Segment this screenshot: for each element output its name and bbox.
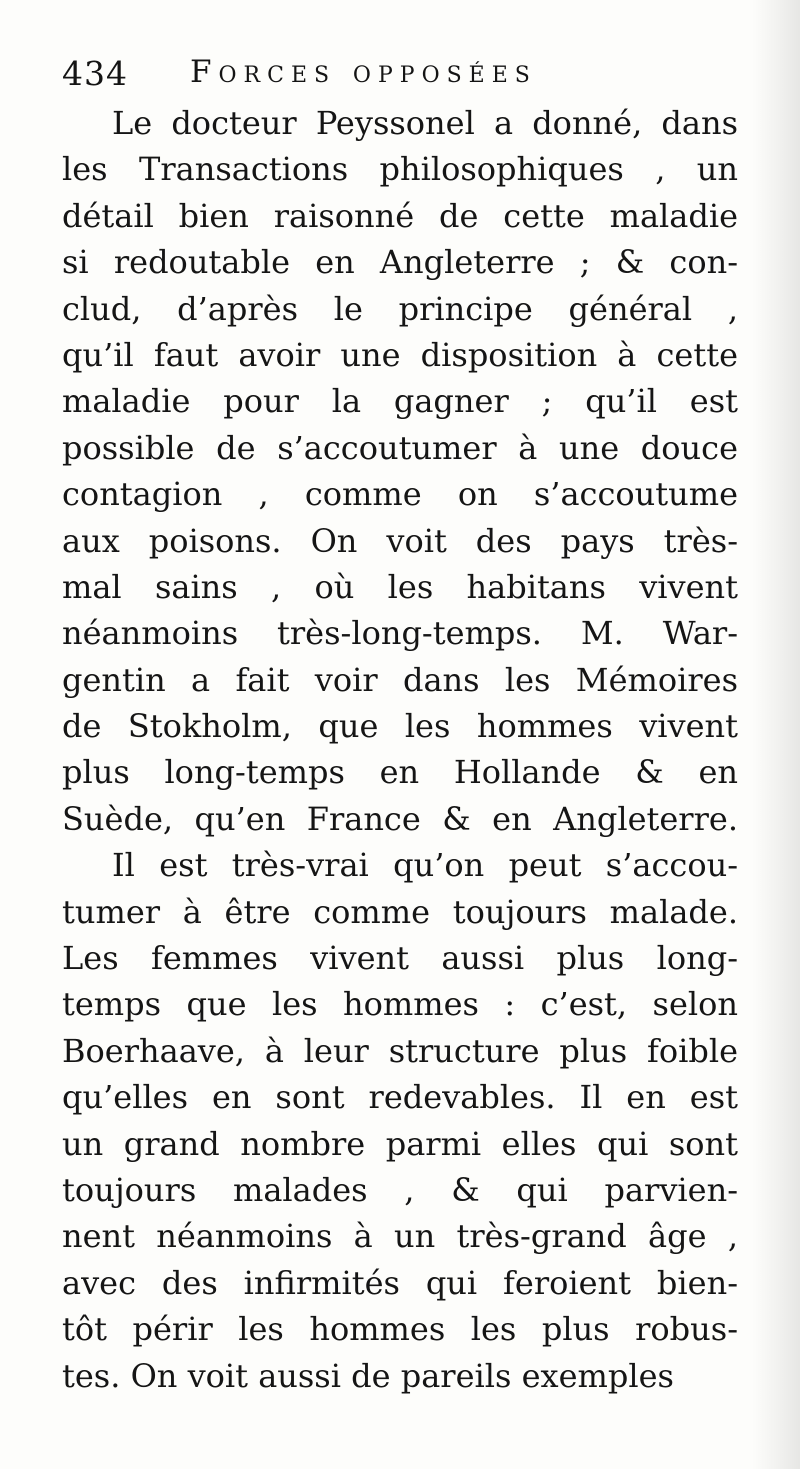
- page-edge-shadow: [752, 0, 800, 1469]
- text-line: qu’il faut avoir une disposition à cette: [62, 335, 738, 374]
- page-header: [62, 52, 742, 102]
- text-line: gentin a fait voir dans les Mémoires: [62, 660, 738, 699]
- text-line: Il est très-vrai qu’on peut s’accou-: [112, 846, 738, 885]
- body-text: [62, 100, 738, 1399]
- text-line: qu’elles en sont redevables. Il en est: [62, 1078, 738, 1117]
- text-line: possible de s’accoutumer à une douce: [62, 428, 738, 467]
- text-line: Suède, qu’en France & en Angleterre.: [62, 799, 738, 838]
- text-line: clud, d’après le principe général ,: [62, 289, 738, 328]
- text-line: tôt périr les hommes les plus robus-: [62, 1310, 738, 1349]
- text-line: maladie pour la gagner ; qu’il est: [62, 382, 738, 421]
- text-line: mal sains , où les habitans vivent: [62, 567, 738, 606]
- text-line: Les femmes vivent aussi plus long-: [62, 939, 738, 978]
- text-line: si redoutable en Angleterre ; & con-: [62, 243, 738, 282]
- text-line: Le docteur Peyssonel a donné, dans: [112, 104, 738, 142]
- text-line: plus long-temps en Hollande & en: [62, 753, 738, 792]
- text-line: les Transactions philosophiques , un: [62, 150, 738, 189]
- text-line: néanmoins très-long-temps. M. War-: [62, 614, 738, 653]
- text-line: Boerhaave, à leur structure plus foible: [62, 1031, 738, 1070]
- text-line: tumer à être comme toujours malade.: [62, 892, 738, 931]
- text-line: nent néanmoins à un très-grand âge ,: [62, 1217, 738, 1256]
- page-number: 434: [62, 54, 128, 93]
- text-line: un grand nombre parmi elles qui sont: [62, 1124, 738, 1163]
- text-line: de Stokholm, que les hommes vivent: [62, 707, 738, 746]
- text-line: tes. On voit aussi de pareils exemples: [62, 1356, 674, 1395]
- text-line: détail bien raisonné de cette maladie: [62, 196, 738, 235]
- text-line: aux poisons. On voit des pays très-: [62, 521, 738, 560]
- text-line: avec des infirmités qui feroient bien-: [62, 1263, 738, 1302]
- text-line: temps que les hommes : c’est, selon: [62, 985, 738, 1024]
- text-line: toujours malades , & qui parvien-: [62, 1170, 738, 1209]
- text-line: contagion , comme on s’accoutume: [62, 475, 738, 514]
- running-title: Forces opposées: [190, 54, 537, 90]
